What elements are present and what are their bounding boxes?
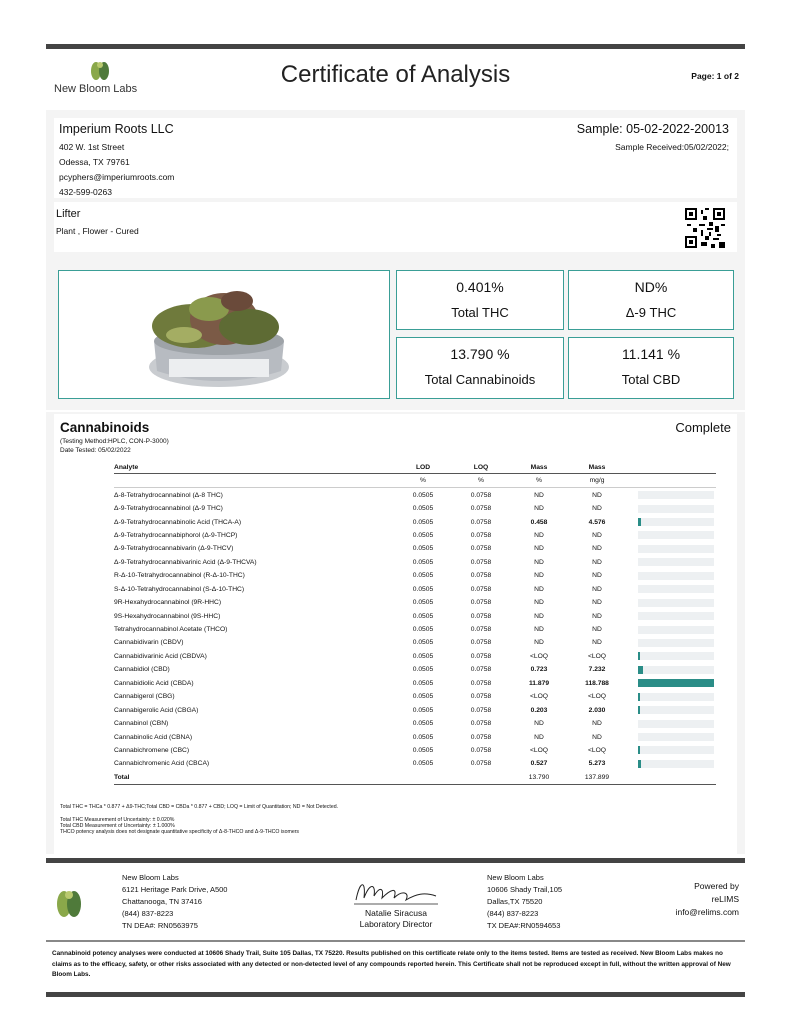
footer-logo-icon (52, 882, 86, 922)
table-row (114, 542, 716, 555)
cannabinoids-panel (46, 412, 745, 854)
analyte-name: Cannabidiolic Acid (CBDA) (114, 679, 194, 687)
analyte-name: Δ-9-Tetrahydrocannabiphorol (Δ-9-THCP) (114, 531, 238, 539)
unit-lod: % (394, 474, 452, 488)
lod-value: 0.0505 (412, 733, 434, 741)
status-label: Complete (675, 420, 731, 435)
table-row (114, 690, 716, 703)
analyte-name: Cannabigerol (CBG) (114, 693, 175, 701)
lab2-address (487, 872, 562, 932)
total-cbd-value: 11.141 % (621, 346, 681, 362)
page-number: Page: 1 of 2 (691, 71, 739, 81)
d9-thc-card (568, 270, 734, 330)
result-bar-track (638, 679, 714, 687)
result-bar-track (638, 693, 714, 701)
logo-text: New Bloom Labs (54, 83, 138, 95)
lod-value: 0.0505 (412, 706, 434, 714)
lab2-phone: (844) 837-8223 (487, 909, 539, 918)
client-phone: 432-599-0263 (59, 187, 112, 197)
result-bar-track (638, 505, 714, 513)
bottom-rule (46, 992, 745, 997)
director-block (346, 908, 446, 930)
product-name: Lifter (56, 208, 81, 220)
table-row (114, 636, 716, 649)
loq-value: 0.0758 (470, 585, 492, 593)
result-bar (638, 693, 640, 701)
mass-mg-value: <LOQ (587, 746, 607, 754)
mass-mg-value: ND (592, 626, 602, 634)
mass-pct-value: ND (534, 572, 544, 580)
lod-value: 0.0505 (412, 760, 434, 768)
lod-value: 0.0505 (412, 518, 434, 526)
analyte-name: 9S-Hexahydrocannabinol (9S-HHC) (114, 612, 221, 620)
lab2-name: New Bloom Labs (487, 873, 544, 882)
col-header-mass-pct: Mass (510, 462, 568, 474)
lab2-dea: TX DEA#:RN0594653 (487, 921, 561, 930)
mass-pct-value: ND (534, 612, 544, 620)
result-bar (638, 760, 641, 768)
total-cannabinoids-card (396, 337, 564, 399)
mass-mg-value: ND (592, 599, 602, 607)
mass-pct-value: ND (534, 505, 544, 513)
mass-pct-value: 0.458 (530, 518, 548, 526)
total-mass-pct: 13.790 (510, 771, 568, 785)
loq-value: 0.0758 (470, 720, 492, 728)
analyte-name: Tetrahydrocannabinol Acetate (THCO) (114, 626, 228, 634)
table-row (114, 623, 716, 636)
director-signature (346, 872, 446, 912)
product-panel (46, 198, 745, 260)
mass-pct-value: 0.723 (530, 666, 548, 674)
lod-value: 0.0505 (412, 626, 434, 634)
result-bar-track (638, 652, 714, 660)
col-header-analyte: Analyte (114, 462, 394, 474)
sample-photo (58, 270, 390, 399)
unit-mass-pct: % (510, 474, 568, 488)
cannabinoid-results-table (114, 462, 716, 785)
total-row (114, 771, 716, 785)
result-bar-track (638, 746, 714, 754)
mass-mg-value: ND (592, 585, 602, 593)
analyte-name: S-Δ-10-Tetrahydrocannabinol (S-Δ-10-THC) (114, 585, 245, 593)
director-title: Laboratory Director (359, 919, 433, 929)
total-thc-value: 0.401% (456, 279, 504, 295)
sample-received: Sample Received:05/02/2022; (615, 142, 729, 152)
result-bar-track (638, 626, 714, 634)
powered-by (676, 880, 739, 919)
lod-value: 0.0505 (412, 612, 434, 620)
mass-mg-value: ND (592, 505, 602, 513)
client-address-line2: Odessa, TX 79761 (59, 157, 130, 167)
loq-value: 0.0758 (470, 746, 492, 754)
powered-by-brand: reLIMS (711, 894, 739, 904)
mass-pct-value: <LOQ (529, 746, 549, 754)
result-bar (638, 746, 640, 754)
result-bar-track (638, 612, 714, 620)
loq-value: 0.0758 (470, 558, 492, 566)
total-cbd-label: Total CBD (621, 372, 681, 387)
col-header-lod: LOD (394, 462, 452, 474)
table-row (114, 730, 716, 743)
result-bar-track (638, 518, 714, 526)
testing-method: (Testing Method:HPLC, CON-P-3000) (60, 438, 169, 445)
mass-pct-value: ND (534, 599, 544, 607)
lod-value: 0.0505 (412, 720, 434, 728)
lod-value: 0.0505 (412, 652, 434, 660)
lod-value: 0.0505 (412, 545, 434, 553)
lod-value: 0.0505 (412, 491, 434, 499)
result-bar-track (638, 706, 714, 714)
lod-value: 0.0505 (412, 531, 434, 539)
loq-value: 0.0758 (470, 666, 492, 674)
table-row (114, 583, 716, 596)
analyte-name: Δ-9-Tetrahydrocannabivarin (Δ-9-THCV) (114, 545, 234, 553)
table-row (114, 677, 716, 690)
analyte-name: Cannabichromene (CBC) (114, 746, 190, 754)
mass-mg-value: ND (592, 491, 602, 499)
mass-pct-value: <LOQ (529, 652, 549, 660)
mass-mg-value: ND (592, 639, 602, 647)
loq-value: 0.0758 (470, 572, 492, 580)
notes-cbd-uncertainty: Total CBD Measurement of Uncertainty: ± 1.000% (60, 823, 175, 829)
analyte-name: Cannabinol (CBN) (114, 720, 169, 728)
mass-pct-value: ND (534, 639, 544, 647)
col-header-mass-mg: Mass (568, 462, 626, 474)
result-bar-track (638, 666, 714, 674)
result-bar-track (638, 491, 714, 499)
powered-by-email[interactable]: info@relims.com (675, 907, 739, 917)
lab1-street: 6121 Heritage Park Drive, A500 (122, 885, 228, 894)
col-header-loq: LOQ (452, 462, 510, 474)
footer (46, 866, 745, 938)
client-email: pcyphers@imperiumroots.com (59, 172, 175, 182)
mass-mg-value: 118.788 (585, 679, 609, 687)
mass-mg-value: <LOQ (587, 693, 607, 701)
lab2-street: 10606 Shady Trail,105 (487, 885, 563, 894)
table-row (114, 515, 716, 528)
loq-value: 0.0758 (470, 679, 492, 687)
mass-pct-value: ND (534, 531, 544, 539)
lab1-name: New Bloom Labs (122, 873, 179, 882)
result-bar-track (638, 720, 714, 728)
total-thc-card (396, 270, 564, 330)
col-header-bar (626, 462, 716, 474)
mass-mg-value: 7.232 (588, 666, 606, 674)
footer-divider (46, 940, 745, 942)
lod-value: 0.0505 (412, 558, 434, 566)
analyte-name: Δ-9-Tetrahydrocannabinol (Δ-9 THC) (114, 505, 223, 513)
powered-by-label: Powered by (694, 881, 739, 891)
result-bar-track (638, 599, 714, 607)
result-bar (638, 706, 640, 714)
analyte-name: 9R-Hexahydrocannabinol (9R-HHC) (114, 599, 222, 607)
analyte-name: Cannabidivarin (CBDV) (114, 639, 184, 647)
total-label: Total (114, 771, 394, 785)
disclaimer: Cannabinoid potency analyses were conducted at 10606 Shady Trail, Suite 105 Dallas, TX 75220. Results published on this certificate relate only to the items tested. Items are tested as received. New Bloom Labs makes no claims as to the efficacy, safety, or other risks associated with any detected or non-detected level of any compounds reported herein. This Certificate shall not be reproduced except in full, without the written approval of New Bloom Labs. (52, 950, 731, 978)
lod-value: 0.0505 (412, 666, 434, 674)
analyte-name: Cannabinolic Acid (CBNA) (114, 733, 193, 741)
result-bar-track (638, 639, 714, 647)
mass-pct-value: 0.527 (530, 760, 548, 768)
client-address-line1: 402 W. 1st Street (59, 142, 125, 152)
notes-thc-uncertainty: Total THC Measurement of Uncertainty: ± 0.020% (60, 817, 175, 823)
loq-value: 0.0758 (470, 612, 492, 620)
analyte-name: Δ-8-Tetrahydrocannabinol (Δ-8 THC) (114, 491, 223, 499)
mass-pct-value: 11.879 (528, 679, 550, 687)
client-name: Imperium Roots LLC (59, 122, 174, 136)
mass-mg-value: <LOQ (587, 652, 607, 660)
loq-value: 0.0758 (470, 531, 492, 539)
loq-value: 0.0758 (470, 733, 492, 741)
mass-pct-value: ND (534, 585, 544, 593)
mass-mg-value: ND (592, 720, 602, 728)
notes-definitions: Total THC = THCa * 0.877 + Δ9-THC;Total CBD = CBDa * 0.877 + CBD; LOQ = Limit of Quantitation; ND = Not Detected. (60, 804, 339, 810)
loq-value: 0.0758 (470, 505, 492, 513)
client-panel (46, 110, 745, 198)
result-bar-track (638, 531, 714, 539)
analyte-name: R-Δ-10-Tetrahydrocannabinol (R-Δ-10-THC) (114, 572, 245, 580)
analyte-name: Cannabigerolic Acid (CBGA) (114, 706, 199, 714)
summary-panel (46, 260, 745, 410)
loq-value: 0.0758 (470, 706, 492, 714)
product-type: Plant , Flower - Cured (56, 226, 139, 236)
footer-top-rule (46, 858, 745, 863)
lab1-phone: (844) 837-8223 (122, 909, 174, 918)
table-row (114, 556, 716, 569)
analyte-name: Δ-9-Tetrahydrocannabivarinic Acid (Δ-9-THCVA) (114, 558, 257, 566)
d9-thc-label: Δ-9 THC (625, 305, 677, 320)
loq-value: 0.0758 (470, 652, 492, 660)
unit-analyte (114, 474, 394, 488)
loq-value: 0.0758 (470, 760, 492, 768)
mass-mg-value: 2.030 (588, 706, 606, 714)
qr-code-icon[interactable] (685, 208, 725, 248)
loq-value: 0.0758 (470, 626, 492, 634)
analyte-name: Cannabidiol (CBD) (114, 666, 170, 674)
mass-pct-value: ND (534, 545, 544, 553)
lab1-address (122, 872, 227, 932)
mass-pct-value: <LOQ (529, 693, 549, 701)
result-bar-track (638, 545, 714, 553)
result-bar (638, 679, 714, 687)
mass-mg-value: ND (592, 612, 602, 620)
result-bar-track (638, 558, 714, 566)
loq-value: 0.0758 (470, 639, 492, 647)
director-name: Natalie Siracusa (365, 908, 427, 918)
sample-id: Sample: 05-02-2022-20013 (576, 122, 729, 136)
total-cannabinoids-value: 13.790 % (450, 346, 510, 362)
lod-value: 0.0505 (412, 505, 434, 513)
unit-loq: % (452, 474, 510, 488)
mass-mg-value: ND (592, 531, 602, 539)
lod-value: 0.0505 (412, 746, 434, 754)
table-row (114, 596, 716, 609)
lod-value: 0.0505 (412, 572, 434, 580)
lod-value: 0.0505 (412, 679, 434, 687)
total-thc-label: Total THC (451, 305, 509, 320)
result-bar-track (638, 733, 714, 741)
table-row (114, 569, 716, 582)
unit-mass-mg: mg/g (568, 474, 626, 488)
result-bar-track (638, 572, 714, 580)
loq-value: 0.0758 (470, 599, 492, 607)
table-row (114, 744, 716, 757)
loq-value: 0.0758 (470, 693, 492, 701)
loq-value: 0.0758 (470, 545, 492, 553)
loq-value: 0.0758 (470, 518, 492, 526)
mass-mg-value: 5.273 (588, 760, 606, 768)
lod-value: 0.0505 (412, 585, 434, 593)
table-row (114, 663, 716, 676)
result-bar-track (638, 585, 714, 593)
table-row (114, 609, 716, 622)
analyte-name: Δ-9-Tetrahydrocannabinolic Acid (THCA-A) (114, 518, 242, 526)
mass-pct-value: ND (534, 626, 544, 634)
analyte-name: Cannabichromenic Acid (CBCA) (114, 760, 210, 768)
table-row (114, 502, 716, 515)
lab1-dea: TN DEA#: RN0563975 (122, 921, 198, 930)
result-bar (638, 652, 640, 660)
table-row (114, 488, 716, 502)
table-row (114, 717, 716, 730)
analyte-name: Cannabidivarinic Acid (CBDVA) (114, 652, 207, 660)
table-row (114, 757, 716, 770)
total-cannabinoids-label: Total Cannabinoids (424, 372, 536, 387)
page-title: Certificate of Analysis (280, 61, 511, 88)
mass-pct-value: 0.203 (530, 706, 548, 714)
table-row (114, 703, 716, 716)
mass-pct-value: ND (534, 733, 544, 741)
table-row (114, 650, 716, 663)
mass-mg-value: ND (592, 572, 602, 580)
lab1-city: Chattanooga, TN 37416 (122, 897, 202, 906)
table-row (114, 529, 716, 542)
d9-thc-value: ND% (634, 279, 668, 295)
mass-pct-value: ND (534, 558, 544, 566)
mass-mg-value: ND (592, 558, 602, 566)
notes-thco: THCO potency analysis does not designate quantitative specificity of Δ-8-THCO and Δ-9-THCO isomers (60, 829, 300, 835)
cannabinoids-title: Cannabinoids (60, 420, 150, 435)
loq-value: 0.0758 (470, 491, 492, 499)
result-bar-track (638, 760, 714, 768)
total-cbd-card (568, 337, 734, 399)
total-mass-mg: 137.899 (568, 771, 626, 785)
mass-pct-value: ND (534, 720, 544, 728)
header (46, 49, 745, 107)
mass-mg-value: ND (592, 733, 602, 741)
mass-mg-value: ND (592, 545, 602, 553)
lab2-city: Dallas,TX 75520 (487, 897, 543, 906)
lod-value: 0.0505 (412, 693, 434, 701)
mass-pct-value: ND (534, 491, 544, 499)
lod-value: 0.0505 (412, 639, 434, 647)
result-bar (638, 666, 643, 674)
result-bar (638, 518, 641, 526)
mass-mg-value: 4.576 (588, 518, 606, 526)
lod-value: 0.0505 (412, 599, 434, 607)
date-tested: Date Tested: 05/02/2022 (60, 447, 131, 454)
